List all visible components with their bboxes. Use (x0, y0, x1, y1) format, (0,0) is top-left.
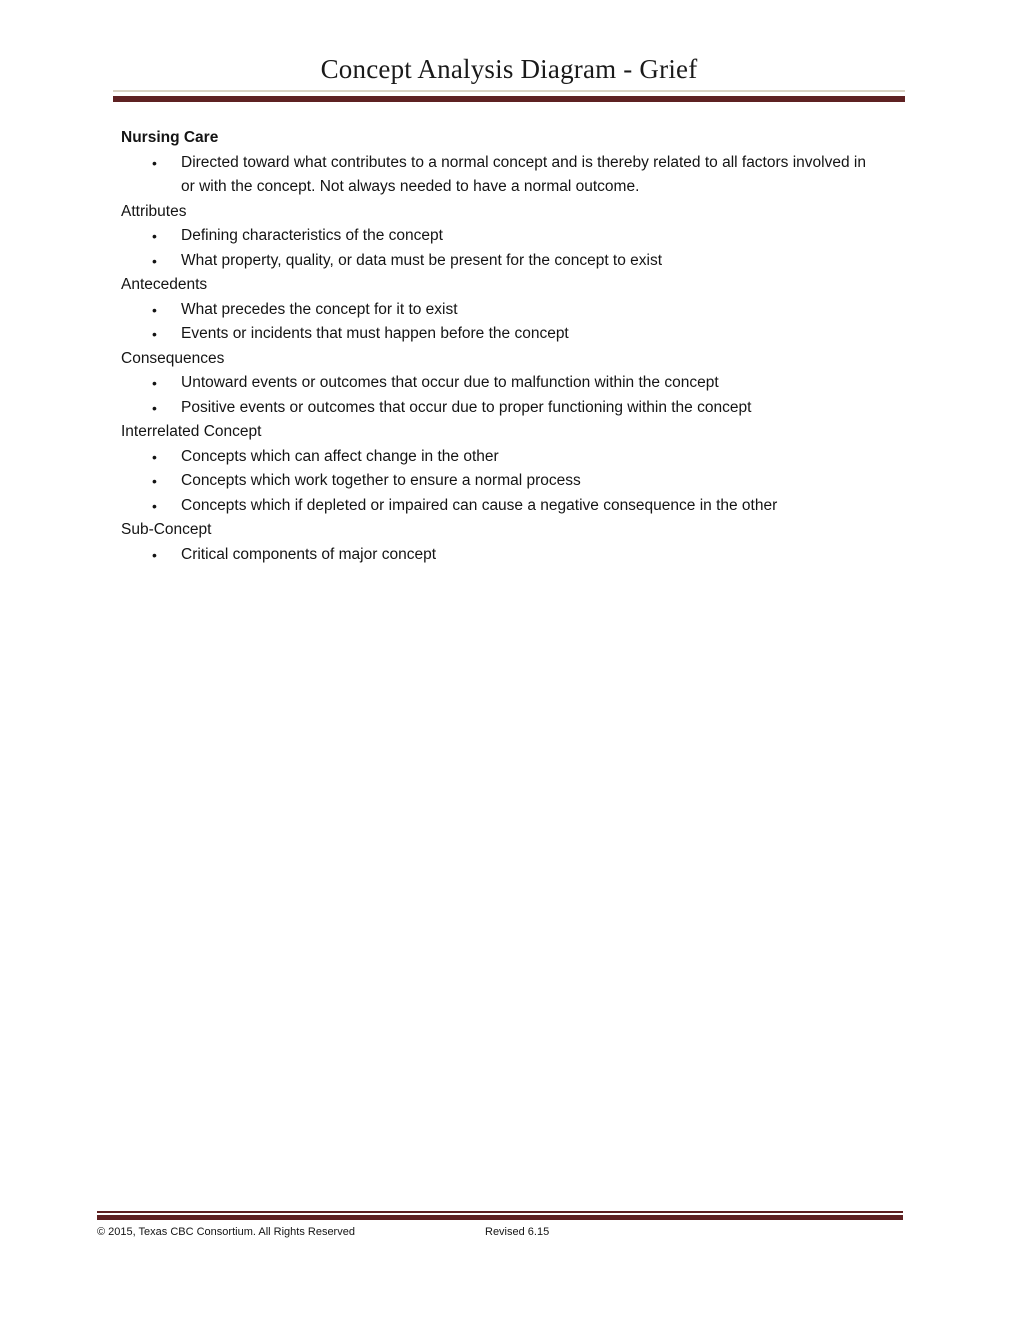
bullet-item (121, 494, 905, 519)
concept-section (121, 273, 905, 347)
bullet-list (121, 543, 905, 568)
bullet-text: Untoward events or outcomes that occur due to malfunction within the concept (181, 374, 719, 391)
bullet-item (121, 298, 905, 323)
document-body (121, 126, 905, 567)
bullet-list (121, 371, 905, 420)
bullet-list (121, 224, 905, 273)
footer-thin-rule (97, 1211, 903, 1213)
bullet-item (121, 224, 905, 249)
bullet-item (121, 445, 905, 470)
footer-text-row (97, 1225, 903, 1239)
bullet-item (121, 249, 905, 274)
bullet-text: Positive events or outcomes that occur due to proper functioning within the concept (181, 398, 752, 416)
revision-text: Revised 6.15 (485, 1226, 550, 1238)
bullet-text: What property, quality, or data must be present for the concept to exist (181, 251, 663, 269)
bullet-text: Defining characteristics of the concept (181, 227, 443, 244)
bullet-icon: • (152, 154, 157, 171)
bullet-text: Critical components of major concept (181, 545, 437, 563)
section-heading: Sub-Concept (121, 521, 212, 538)
bullet-item (121, 371, 905, 396)
bullet-icon: • (152, 497, 157, 514)
bullet-text: Concepts which can affect change in the other (181, 447, 499, 465)
section-heading: Attributes (121, 202, 187, 220)
footer-thick-rule (97, 1215, 903, 1220)
bullet-text: Concepts which if depleted or impaired can cause a negative consequence in the other (181, 496, 778, 514)
bullet-icon: • (152, 473, 157, 489)
bullet-icon: • (152, 399, 157, 416)
bullet-text: Directed toward what contributes to a normal concept and is thereby related to all factors involved in or with the concept. Not always needed to have a normal outcome. (181, 153, 866, 195)
bullet-list (121, 298, 905, 347)
bullet-icon: • (152, 546, 157, 563)
bullet-item (121, 396, 905, 421)
bullet-item (121, 151, 905, 200)
copyright-text: © 2015, Texas CBC Consortium. All Rights Reserved (97, 1226, 355, 1238)
concept-section (121, 126, 905, 200)
bullet-list (121, 151, 905, 200)
bullet-icon: • (152, 448, 157, 465)
document-footer (97, 1211, 903, 1239)
concept-section (121, 420, 905, 518)
bullet-text: Events or incidents that must happen before the concept (181, 325, 569, 342)
concept-section (121, 518, 905, 567)
section-heading: Consequences (121, 349, 225, 367)
page-title: Concept Analysis Diagram - Grief (320, 54, 698, 84)
document-header (113, 0, 905, 102)
bullet-item (121, 469, 905, 494)
bullet-item (121, 322, 905, 347)
section-heading: Antecedents (121, 276, 208, 293)
bullet-icon: • (152, 301, 157, 318)
bullet-text: What precedes the concept for it to exist (181, 300, 458, 318)
bullet-list (121, 445, 905, 519)
header-thin-rule (113, 90, 905, 92)
section-heading: Interrelated Concept (121, 423, 262, 440)
bullet-text: Concepts which work together to ensure a normal process (181, 472, 581, 489)
section-heading: Nursing Care (121, 129, 219, 146)
bullet-item (121, 543, 905, 568)
bullet-icon: • (152, 252, 157, 269)
bullet-icon: • (152, 228, 157, 244)
header-thick-rule (113, 96, 905, 102)
bullet-icon: • (152, 375, 157, 391)
bullet-icon: • (152, 326, 157, 342)
concept-section (121, 347, 905, 421)
concept-section (121, 200, 905, 274)
